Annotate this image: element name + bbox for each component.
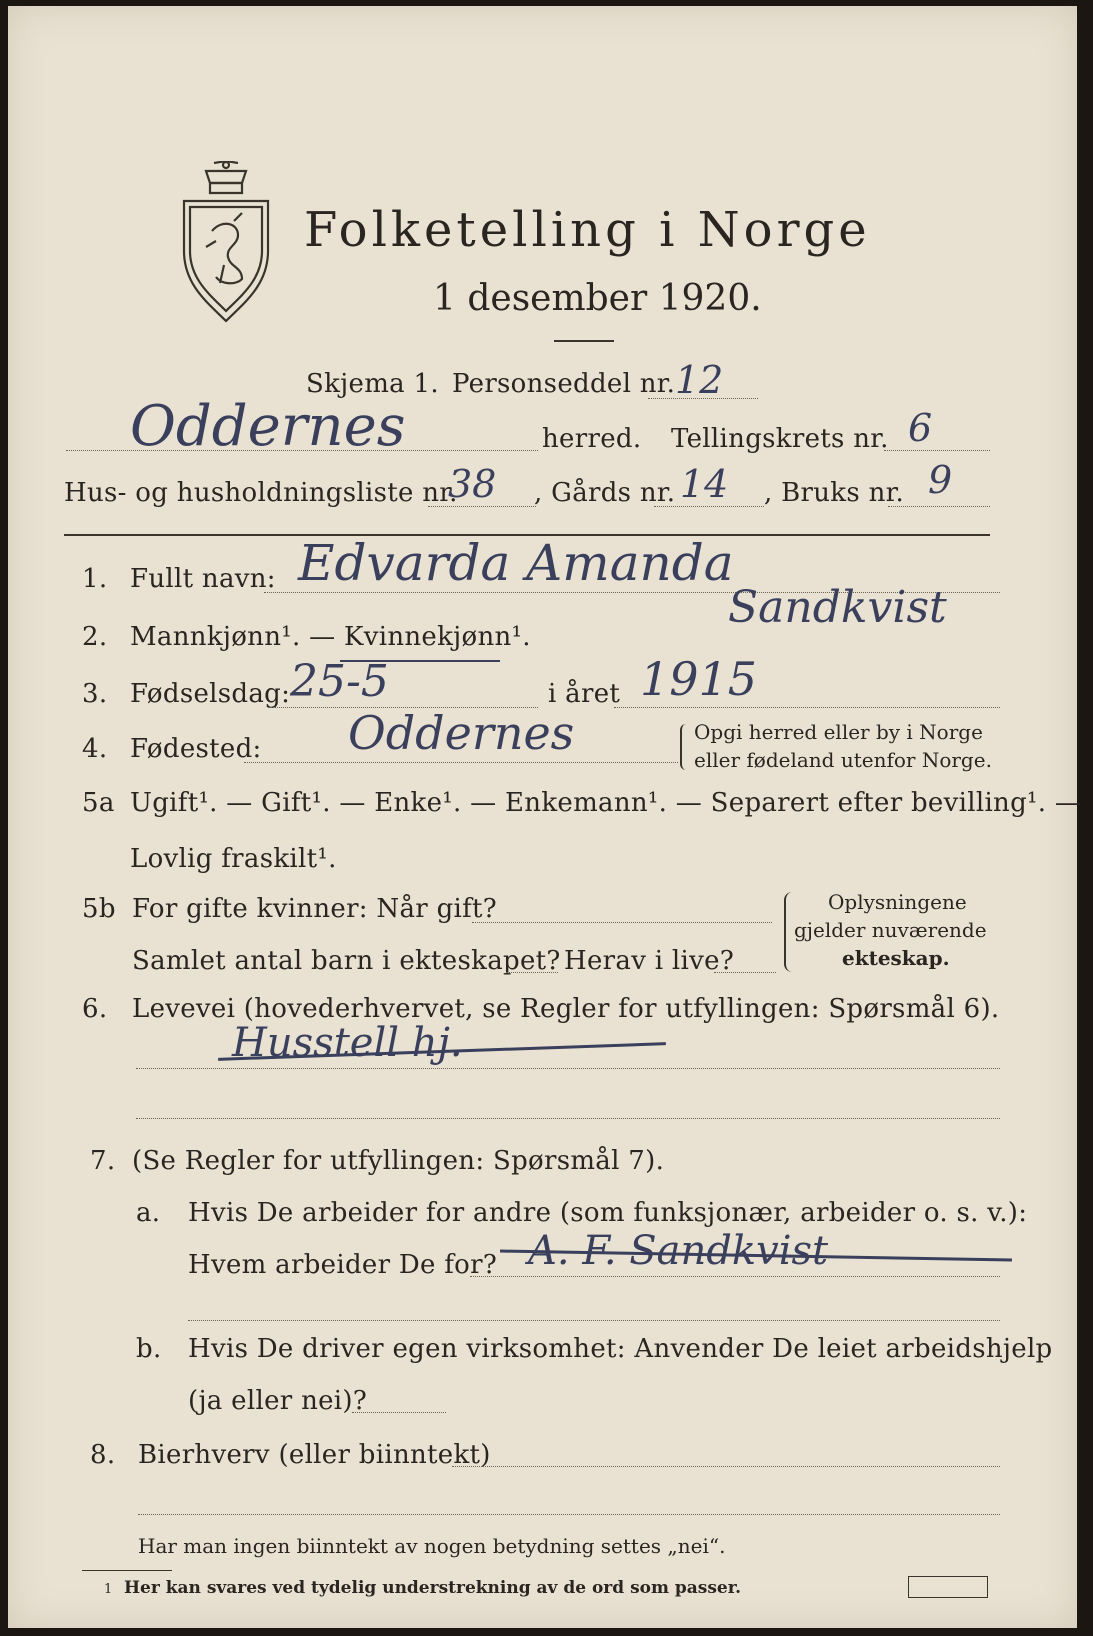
occupation-value[interactable]: Husstell hj.	[232, 1020, 463, 1066]
q5b-married-when-label: For gifte kvinner: Når gift?	[132, 894, 498, 924]
q7-label: (Se Regler for utfyllingen: Spørsmål 7).	[132, 1146, 665, 1176]
q5b-children-label: Samlet antal barn i ekteskapet?	[132, 946, 561, 976]
q1-number: 1.	[82, 564, 108, 594]
q8-number: 8.	[90, 1440, 116, 1470]
full-name-value[interactable]: Edvarda Amanda	[298, 534, 734, 592]
birth-day-value[interactable]: 25-5	[290, 656, 389, 707]
printer-stamp	[908, 1576, 988, 1598]
q5b-brace	[784, 892, 794, 972]
q6-number: 6.	[82, 994, 108, 1024]
q4-note-line2: eller fødeland utenfor Norge.	[694, 748, 992, 772]
q6-label: Levevei (hovederhvervet, se Regler for utfyllingen: Spørsmål 6).	[132, 994, 1000, 1024]
gards-label: , Gårds nr.	[534, 478, 676, 508]
footnote-divider	[82, 1570, 172, 1571]
q5b-note-line1: Oplysningene	[828, 890, 967, 914]
q4-number: 4.	[82, 734, 108, 764]
hus-label: Hus- og husholdningsliste nr.	[64, 478, 458, 508]
q5b-alive-label: Herav i live?	[564, 946, 735, 976]
q5b-note-line3: ekteskap.	[842, 946, 950, 970]
employer-value[interactable]: A. F. Sandkvist	[528, 1228, 829, 1274]
tellingskrets-label: Tellingskrets nr.	[671, 424, 889, 454]
footnote-mark: 1	[104, 1582, 113, 1597]
q5b-number: 5b	[82, 894, 116, 924]
q4-label: Fødested:	[130, 734, 262, 764]
married-when-field[interactable]	[472, 922, 772, 923]
q1-label: Fullt navn:	[130, 564, 276, 594]
footnote-text: Her kan svares ved tydelig understrekning av de ord som passer.	[124, 1578, 742, 1598]
q7b-letter: b.	[136, 1334, 162, 1364]
q7a-letter: a.	[136, 1198, 161, 1228]
coat-of-arms-emblem	[176, 161, 276, 326]
q4-note-line1: Opgi herred eller by i Norge	[694, 720, 983, 744]
bruks-number[interactable]: 9	[928, 458, 953, 502]
q5a-marital-options[interactable]: Ugift¹. — Gift¹. — Enke¹. — Enkemann¹. — Separert efter bevilling¹. —	[130, 788, 1082, 818]
bruks-label: , Bruks nr.	[764, 478, 905, 508]
birth-year-value[interactable]: 1915	[640, 652, 758, 706]
personseddel-label: Personseddel nr.	[452, 369, 676, 399]
children-count-field[interactable]	[506, 972, 558, 973]
q3-label: Fødselsdag:	[130, 679, 291, 709]
hired-help-field[interactable]	[352, 1412, 446, 1413]
no-income-note: Har man ingen biinntekt av nogen betydning settes „nei“.	[138, 1534, 726, 1558]
herred-label: herred.	[542, 424, 642, 454]
q4-brace	[680, 724, 688, 770]
q2-number: 2.	[82, 622, 108, 652]
q7-number: 7.	[90, 1146, 116, 1176]
q7a-question: Hvis De arbeider for andre (som funksjonær, arbeider o. s. v.):	[188, 1198, 1028, 1228]
census-form-sheet	[8, 6, 1082, 1628]
side-income-field[interactable]	[452, 1466, 1000, 1467]
q7b-question: Hvis De driver egen virksomhet: Anvender De leiet arbeidshjelp	[188, 1334, 1053, 1364]
form-title: Folketelling i Norge	[304, 202, 871, 258]
skjema-label: Skjema 1.	[306, 369, 439, 399]
q7a-employer-label: Hvem arbeider De for?	[188, 1250, 498, 1280]
tellingskrets-number[interactable]: 6	[908, 406, 933, 450]
census-date: 1 desember 1920.	[433, 278, 762, 319]
children-alive-field[interactable]	[714, 972, 776, 973]
personseddel-number[interactable]: 12	[675, 358, 724, 402]
q3-number: 3.	[82, 679, 108, 709]
gards-number[interactable]: 14	[680, 462, 729, 506]
birthplace-value[interactable]: Oddernes	[348, 706, 575, 760]
q7b-yes-no-label: (ja eller nei)?	[188, 1386, 368, 1416]
q5b-note-line2: gjelder nuværende	[794, 918, 987, 942]
q5a-number: 5a	[82, 788, 115, 818]
title-divider	[554, 340, 614, 342]
hus-number[interactable]: 38	[448, 462, 497, 506]
q5a-divorced-option[interactable]: Lovlig fraskilt¹.	[130, 844, 337, 874]
year-label: i året	[548, 679, 621, 709]
herred-value[interactable]: Oddernes	[130, 394, 406, 459]
q2-sex-options[interactable]: Mannkjønn¹. — Kvinnekjønn¹.	[130, 622, 531, 652]
q8-label: Bierhverv (eller biinntekt)	[138, 1440, 491, 1470]
surname-value[interactable]: Sandkvist	[728, 582, 947, 633]
